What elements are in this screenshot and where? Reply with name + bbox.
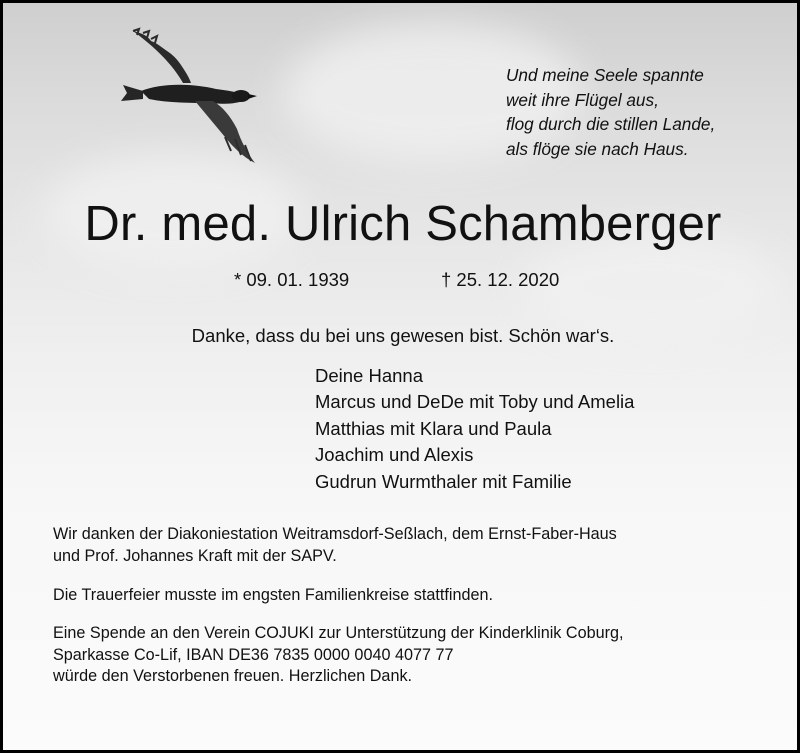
gratitude-line: und Prof. Johannes Kraft mit der SAPV. [53,546,337,565]
poem-verse [506,63,715,161]
deceased-name: Dr. med. Ulrich Schamberger [84,197,722,251]
poem-line: weit ihre Flügel aus, [506,89,659,110]
donation-paragraph [53,623,623,688]
mourner: Gudrun Wurmthaler mit Familie [315,470,572,492]
funeral-line: Die Trauerfeier musste im engsten Familienkreise stattfinden. [53,586,493,604]
funeral-paragraph [53,585,493,607]
donation-line: würde den Verstorbenen freuen. Herzlichen Dank. [53,667,413,686]
poem-line: flog durch die stillen Lande, [506,114,716,135]
mourner: Deine Hanna [315,365,423,386]
gratitude-line: Wir danken der Diakoniestation Weitramsdorf-Seßlach, dem Ernst-Faber-Haus [53,525,617,543]
flying-raven-icon [121,21,271,167]
poem-line: als flöge sie nach Haus. [506,138,689,159]
death-date: † 25. 12. 2020 [441,269,560,290]
mourner: Matthias mit Klara und Paula [315,417,552,439]
mourner: Joachim und Alexis [315,444,474,466]
poem-line: Und meine Seele spannte [506,65,704,85]
birth-date: * 09. 01. 1939 [234,269,350,290]
mourner: Marcus und DeDe mit Toby und Amelia [315,391,635,413]
mourners-list [315,363,634,495]
donation-line: Eine Spende an den Verein COJUKI zur Unterstützung der Kinderklinik Coburg, [53,624,624,642]
donation-line: Sparkasse Co-Lif, IBAN DE36 7835 0000 0040 4077 77 [53,645,454,664]
thanks-line: Danke, dass du bei uns gewesen bist. Schön war‘s. [191,325,615,346]
gratitude-paragraph [53,524,617,567]
